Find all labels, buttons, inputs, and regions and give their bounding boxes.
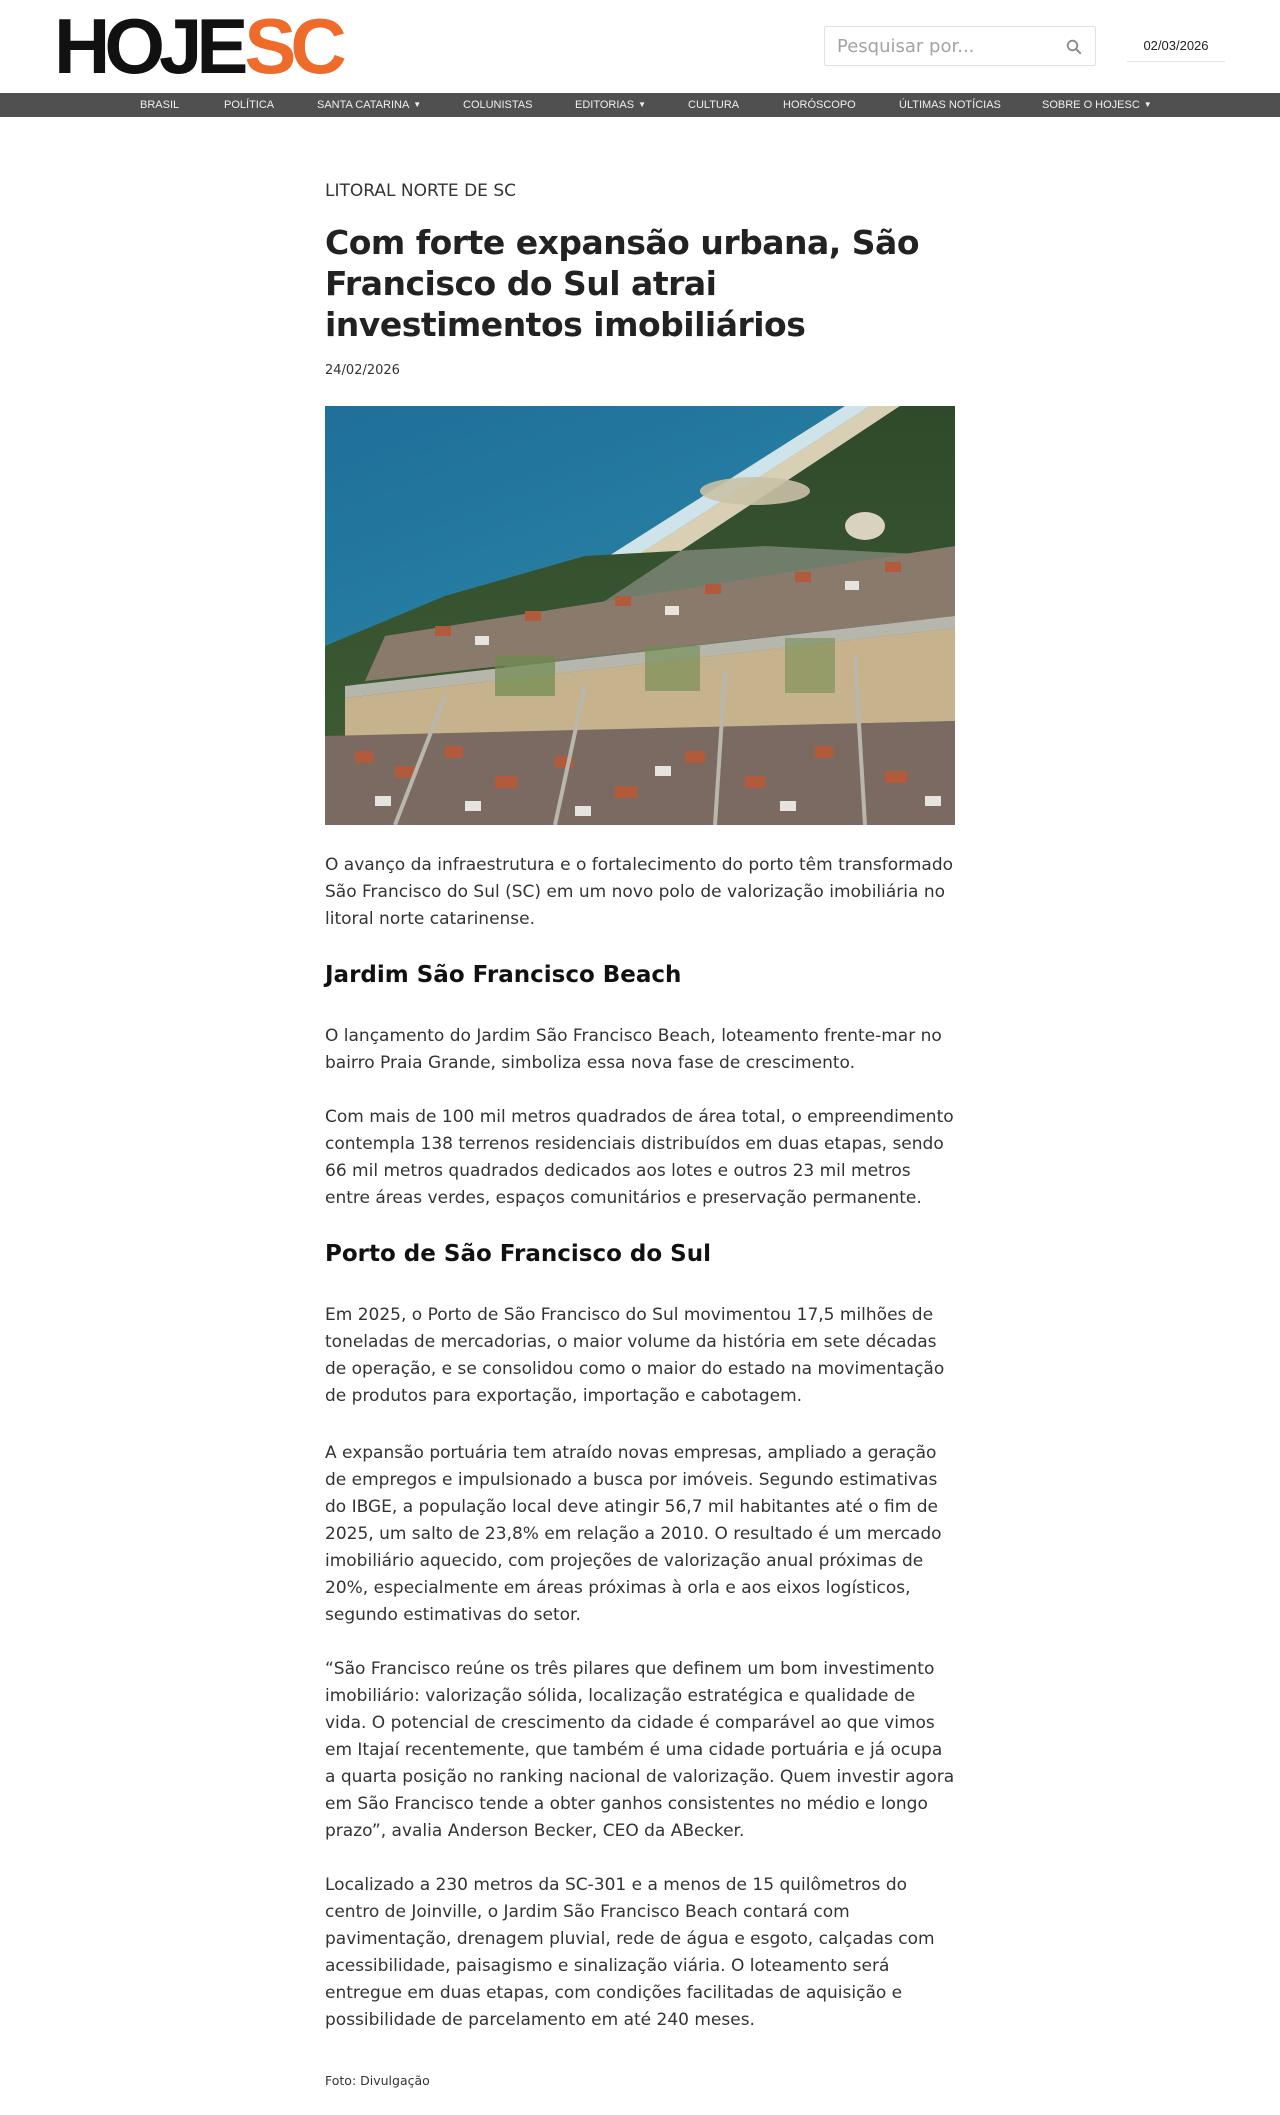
nav-item-cultura[interactable] (688, 93, 739, 117)
article-paragraph: Em 2025, o Porto de São Francisco do Sul movimentou 17,5 milhões de toneladas de mercadorias, o maior volume da história em sete décadas de operação, e se consolidou como o maior do estado na movimentação de produtos para exportação, importação e cabotagem. (325, 1305, 945, 1406)
site-logo[interactable] (54, 2, 341, 90)
nav-item-brasil[interactable] (140, 93, 179, 117)
chevron-down-icon: ▼ (413, 100, 422, 109)
nav-item-ultimas-noticias[interactable] (899, 93, 1001, 117)
nav-item-editorias[interactable] (575, 93, 646, 117)
nav-item-politica[interactable] (224, 93, 274, 117)
chevron-down-icon: ▼ (638, 100, 647, 109)
nav-item-label: EDITORIAS (575, 99, 635, 111)
article-subhead: Jardim São Francisco Beach (325, 962, 682, 988)
nav-item-label: SANTA CATARINA (317, 99, 410, 111)
header-date: 02/03/2026 (1127, 30, 1225, 62)
article-paragraph: “São Francisco reúne os três pilares que definem um bom investimento imobiliário: valorização sólida, localização estratégica e qualidade de vida. O potencial de crescimento da cidade é comparável ao que vimos em Itajaí recentemente, que também é uma cidade portuária e já ocupa a quarta posição no ranking nacional de valorização. Quem investir agora em São Francisco tende a obter ganhos consistentes no médio e longo prazo”, avalia Anderson Becker, CEO da ABecker. (325, 1659, 955, 1841)
article-subhead: Porto de São Francisco do Sul (325, 1241, 711, 1267)
search-icon[interactable] (1066, 39, 1082, 55)
main-nav (0, 93, 1280, 117)
nav-item-horoscopo[interactable] (783, 93, 856, 117)
article-paragraph: O lançamento do Jardim São Francisco Beach, loteamento frente-mar no bairro Praia Grande, simboliza essa nova fase de crescimento. (325, 1026, 942, 1073)
photo-credit: Foto: Divulgação (325, 2073, 430, 2088)
article-date: 24/02/2026 (325, 363, 400, 378)
article-paragraph: Localizado a 230 metros da SC-301 e a menos de 15 quilômetros do centro de Joinville, o Jardim São Francisco Beach contará com pavimentação, drenagem pluvial, rede de água e esgoto, calçadas com acessibilidade, paisagismo e sinalização viária. O loteamento será entregue em duas etapas, com condições facilitadas de aquisição e possibilidade de parcelamento em até 240 meses. (325, 1875, 935, 2030)
aerial-coast-photo (325, 406, 955, 825)
nav-item-label: BRASIL (140, 99, 180, 111)
article-paragraph: A expansão portuária tem atraído novas empresas, ampliado a geração de empregos e impulsionado a busca por imóveis. Segundo estimativas do IBGE, a população local deve atingir 56,7 mil habitantes até o fim de 2025, um salto de 23,8% em relação a 2010. O resultado é um mercado imobiliário aquecido, com projeções de valorização anual próximas de 20%, especialmente em áreas próximas à orla e aos eixos logísticos, segundo estimativas do setor. (325, 1443, 942, 1625)
article-title: Com forte expansão urbana, São Francisco do Sul atrai investimentos imobiliários (325, 223, 919, 344)
search-input[interactable] (825, 27, 1055, 65)
nav-item-santa-catarina[interactable] (317, 93, 421, 117)
article-hero-image (325, 406, 955, 825)
nav-item-label: HORÓSCOPO (783, 99, 856, 111)
article-paragraph: Com mais de 100 mil metros quadrados de área total, o empreendimento contempla 138 terrenos residenciais distribuídos em duas etapas, sendo 66 mil metros quadrados dedicados aos lotes e outros 23 mil metros entre áreas verdes, espaços comunitários e preservação permanente. (325, 1107, 954, 1208)
site-header (0, 0, 1280, 93)
chevron-down-icon: ▼ (1143, 100, 1152, 109)
nav-item-sobre-o-hojesc[interactable] (1042, 93, 1152, 117)
search-box (824, 26, 1096, 66)
nav-item-label: SOBRE O HOJESC (1042, 99, 1140, 111)
nav-item-label: CULTURA (688, 99, 740, 111)
logo-text-sc: SC (244, 2, 341, 90)
article-category[interactable]: LITORAL NORTE DE SC (325, 181, 516, 201)
article-paragraph: O avanço da infraestrutura e o fortalecimento do porto têm transformado São Francisco do Sul (SC) em um novo polo de valorização imobiliária no litoral norte catarinense. (325, 855, 954, 929)
nav-item-label: ÚLTIMAS NOTÍCIAS (899, 99, 1001, 111)
nav-item-label: COLUNISTAS (463, 99, 533, 111)
nav-item-label: POLÍTICA (224, 99, 275, 111)
logo-text-hoje: HOJE (54, 2, 243, 90)
nav-item-colunistas[interactable] (463, 93, 532, 117)
